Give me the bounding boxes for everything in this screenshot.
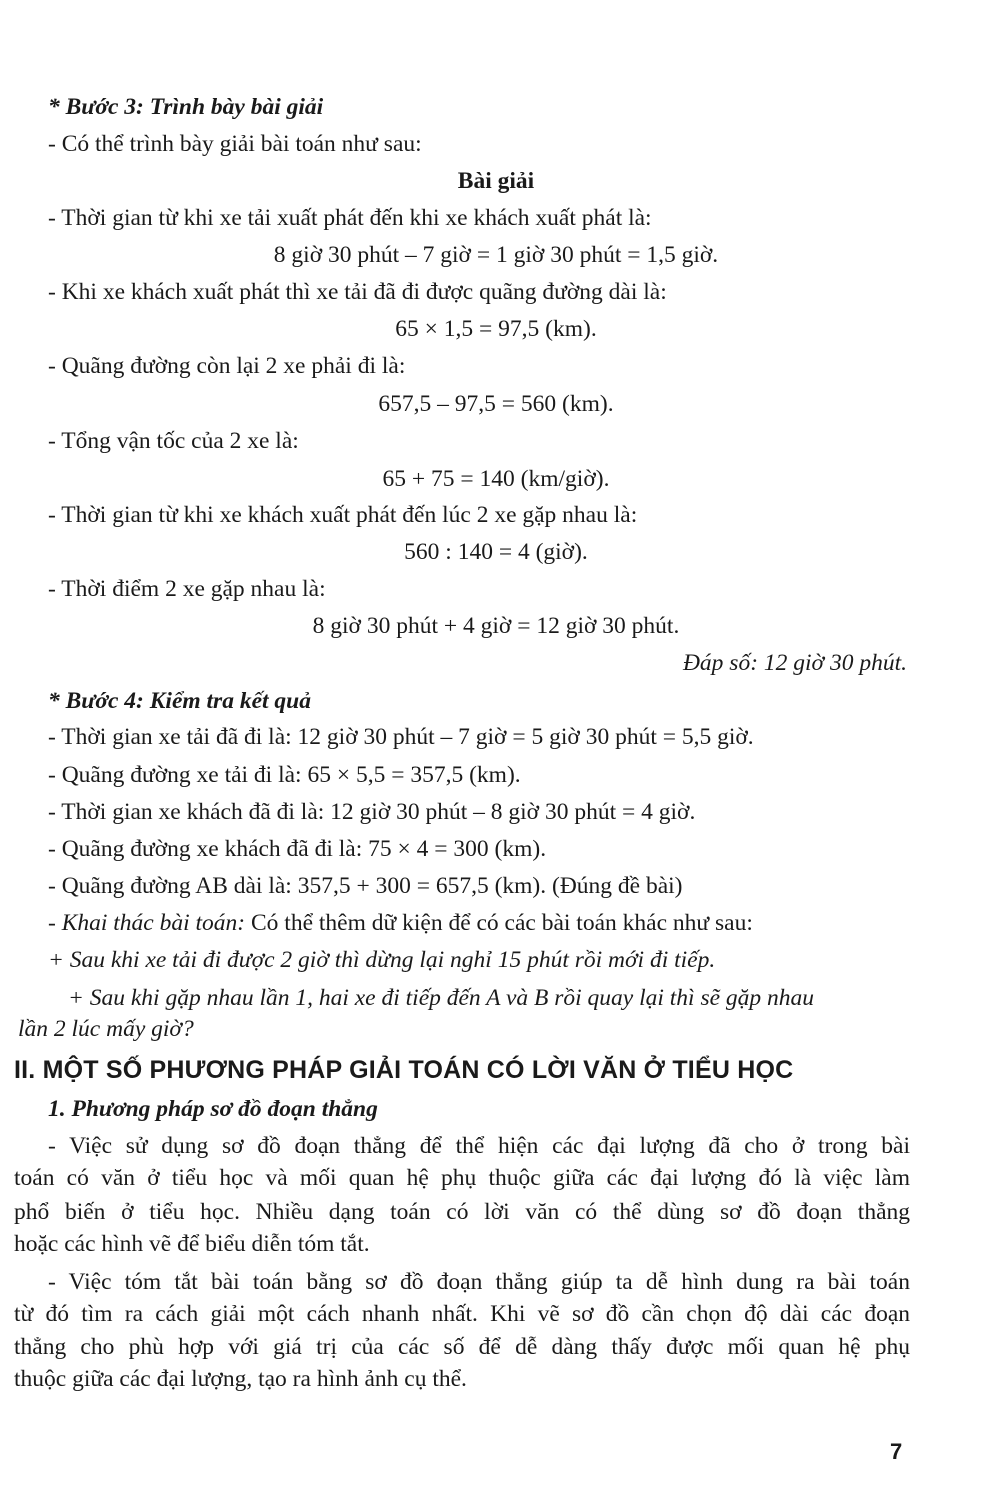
exploit-text: Có thể thêm dữ kiện để có các bài toán khác như sau: <box>245 910 753 936</box>
check-line: - Quãng đường AB dài là: 357,5 + 300 = 657,5 (km). (Đúng đề bài) <box>48 873 683 899</box>
page-number: 7 <box>890 1439 903 1464</box>
solution-calc: 65 + 75 = 140 (km/giờ). <box>382 466 610 492</box>
solution-line: - Thời gian từ khi xe khách xuất phát đến lúc 2 xe gặp nhau là: <box>48 502 638 528</box>
answer: Đáp số: 12 giờ 30 phút. <box>682 650 907 676</box>
exploit-label: - Khai thác bài toán: <box>48 910 246 936</box>
exploit-line <box>48 908 753 938</box>
solution-line: - Khi xe khách xuất phát thì xe tải đã đi được quãng đường dài là: <box>48 279 667 305</box>
solution-calc: 8 giờ 30 phút + 4 giờ = 12 giờ 30 phút. <box>312 613 680 639</box>
extension-line: + Sau khi gặp nhau lần 1, hai xe đi tiếp đến A và B rồi quay lại thì sẽ gặp nhau <box>68 985 815 1011</box>
solution-line: - Quãng đường còn lại 2 xe phải đi là: <box>48 353 406 379</box>
paragraph-line: phổ biến ở tiểu học. Nhiều dạng toán có lời văn có thể dùng sơ đồ đoạn thẳng <box>14 1199 910 1225</box>
extension-line: + Sau khi xe tải đi được 2 giờ thì dừng lại nghỉ 15 phút rồi mới đi tiếp. <box>48 947 716 973</box>
solution-line: - Thời gian từ khi xe tải xuất phát đến khi xe khách xuất phát là: <box>48 205 652 231</box>
check-line: - Thời gian xe tải đã đi là: 12 giờ 30 phút – 7 giờ = 5 giờ 30 phút = 5,5 giờ. <box>48 724 754 750</box>
method-title: 1. Phương pháp sơ đồ đoạn thẳng <box>48 1096 378 1122</box>
paragraph-line: toán có văn ở tiểu học và mối quan hệ phụ thuộc giữa các đại lượng đó là việc làm <box>14 1165 910 1191</box>
solution-calc: 657,5 – 97,5 = 560 (km). <box>378 391 614 417</box>
check-line: - Quãng đường xe tải đi là: 65 × 5,5 = 357,5 (km). <box>48 762 521 788</box>
solution-calc: 8 giờ 30 phút – 7 giờ = 1 giờ 30 phút = 1,5 giờ. <box>273 242 719 268</box>
solution-calc: 65 × 1,5 = 97,5 (km). <box>395 316 597 342</box>
paragraph-line: thuộc giữa các đại lượng, tạo ra hình ảnh cụ thể. <box>14 1366 467 1392</box>
paragraph-line: - Việc sử dụng sơ đồ đoạn thẳng để thể hiện các đại lượng đã cho ở trong bài <box>48 1133 910 1159</box>
section-heading: II. MỘT SỐ PHƯƠNG PHÁP GIẢI TOÁN CÓ LỜI VĂN Ở TIỂU HỌC <box>14 1056 794 1084</box>
solution-title: Bài giải <box>457 168 535 194</box>
solution-line: - Thời điểm 2 xe gặp nhau là: <box>48 576 326 602</box>
check-line: - Thời gian xe khách đã đi là: 12 giờ 30 phút – 8 giờ 30 phút = 4 giờ. <box>48 799 696 825</box>
check-line: - Quãng đường xe khách đã đi là: 75 × 4 = 300 (km). <box>48 836 547 862</box>
paragraph-line: từ đó tìm ra cách giải một cách nhanh nhất. Khi vẽ sơ đồ cần chọn độ dài các đoạn <box>14 1301 910 1327</box>
step4-heading: * Bước 4: Kiểm tra kết quả <box>48 688 311 714</box>
paragraph-line: thẳng cho phù hợp với giá trị của các số để dễ dàng thấy được mối quan hệ phụ <box>14 1334 910 1360</box>
paragraph-line: - Việc tóm tắt bài toán bằng sơ đồ đoạn thẳng giúp ta dễ hình dung ra bài toán <box>48 1269 910 1295</box>
step3-intro: - Có thể trình bày giải bài toán như sau: <box>48 131 422 157</box>
solution-line: - Tổng vận tốc của 2 xe là: <box>48 428 299 454</box>
step3-heading: * Bước 3: Trình bày bài giải <box>48 94 324 120</box>
extension-line: lần 2 lúc mấy giờ? <box>18 1016 194 1042</box>
solution-calc: 560 : 140 = 4 (giờ). <box>404 539 588 565</box>
paragraph-line: hoặc các hình vẽ để biểu diễn tóm tắt. <box>14 1231 370 1257</box>
